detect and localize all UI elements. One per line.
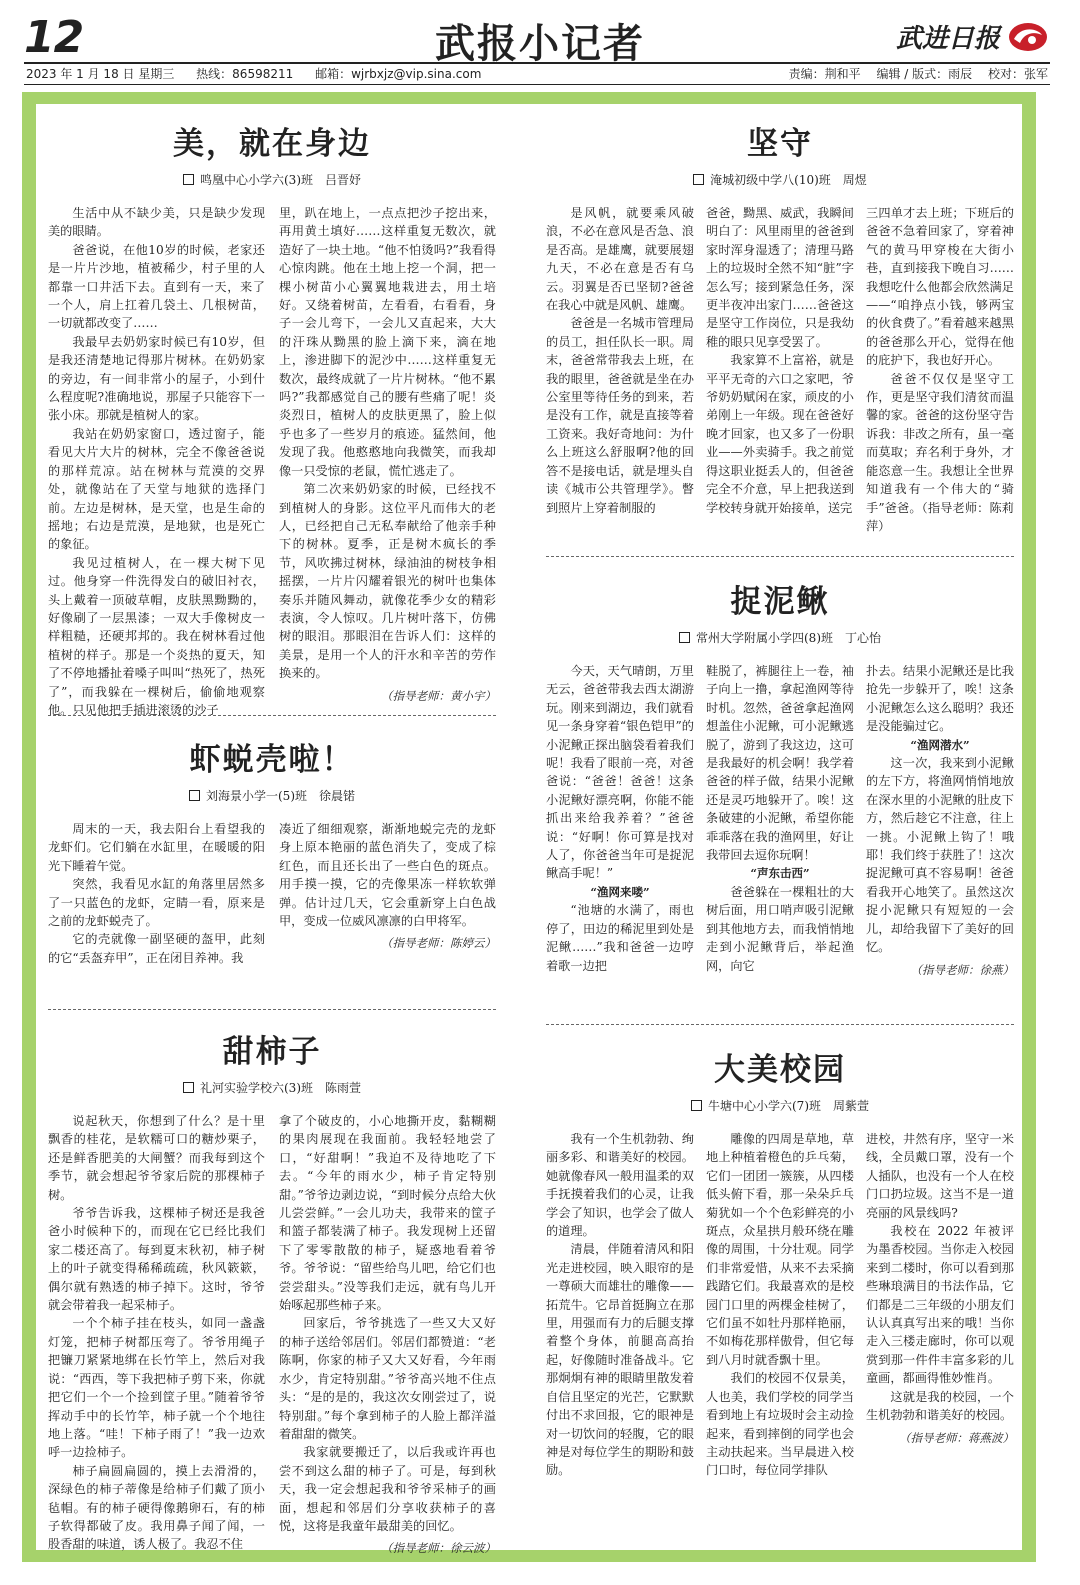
- checkbox-icon: [183, 174, 194, 185]
- paragraph: 我家算不上富裕，就是平平无奇的六口之家吧，爷爷奶奶赋闲在家，顽皮的小弟刚上一年级。现在爸爸好晚才回家，也又多了一份职业——外卖骑手。我之前觉得这职业挺丢人的，但爸爸完全不介意，早上把我送到学校转身就开始接单，送完: [706, 353, 854, 515]
- issue-date: 2023 年 1 月 18 日 星期三: [26, 67, 175, 81]
- paragraph: 我家就要搬迁了，以后我或许再也尝不到这么甜的柿子了。可是，每到秋天，我一定会想起我和爷爷采柿子的画面，想起和邻居们分享收获柿子的喜悦，这将是我童年最甜美的回忆。: [279, 1445, 496, 1533]
- article-dameixiaoyuan: [546, 1044, 1014, 1480]
- logo-swirl-icon: [1006, 19, 1050, 55]
- article-byline: 淹城初级中学八(10)班 周煜: [546, 171, 1014, 188]
- paragraph: 爸爸是一名城市管理局的员工，担任队长一职。周末，爸爸常带我去上班，在我的眼里，爸爸就是坐在办公室里等待任务的到来，若是没有工作，就是直接等着工资来。我好奇地问：为什么上班这么舒服啊?他的回答不是接电话，就是埋头自读《城市公共管理学》。瞥到照片上穿着制服的: [546, 316, 694, 515]
- article-body: [48, 1112, 496, 1558]
- paragraph: 生活中从不缺少美，只是缺少发现美的眼睛。: [48, 206, 265, 239]
- paragraph: 爸爸不仅仅是坚守工作，更是坚守我们清贫而温馨的家。爸爸的这份坚守告诉我：非改之所有，虽一毫而莫取；弃名利于身外，才能恣意一生。我想让全世界知道我有一个伟大的“骑手”爸爸。（指导老师：陈莉萍）: [866, 371, 1014, 533]
- column-2: [279, 1112, 496, 1558]
- article-zhuoniqiu: [546, 576, 1014, 979]
- dashed-divider: [546, 1024, 1014, 1025]
- column-1: [546, 1130, 694, 1480]
- article-body: [546, 662, 1014, 979]
- paragraph: 是风帆，就要乘风破浪，不必在意风是否急、浪是否高。是雄鹰，就要展翅九天，不必在意是否有乌云。羽翼是否已坚韧?爸爸在我心中就是风帆、雄鹰。: [546, 206, 694, 313]
- section-title: 武报小记者: [435, 21, 645, 67]
- paragraph: 今天，天气晴朗，万里无云，爸爸带我去西太湖游玩。刚来到湖边，我们就看见一条身穿着“银色铠甲”的小泥鳅正探出脑袋看着我们呢！我看了眼前一亮，对爸爸说：“爸爸！爸爸！这条小泥鳅好漂亮啊，你能不能抓出来给我养着？”爸爸说：“好啊！你可算是找对人了，你爸爸当年可是捉泥鳅高手呢！”: [546, 664, 694, 881]
- article-title: 坚守: [747, 126, 813, 162]
- content-area: [36, 104, 1022, 1556]
- paragraph: 我最早去奶奶家时候已有10岁，但是我还清楚地记得那片树林。在奶奶家的旁边，有一间非常小的屋子，小到什么程度呢?准确地说，那屋子只能容下一张小床。那就是植树人的家。: [48, 334, 265, 423]
- paragraph: 第二次来奶奶家的时候，已经找不到植树人的身影。这位平凡而伟大的老人，已经把自己无私奉献给了他亲手种下的树林。夏季，正是树木疯长的季节，风吹拂过树林，绿油油的树枝争相摇摆，一片片闪耀着银光的树叶也集体奏乐并随风舞动，就像花季少女的精彩表演，令人惊叹。几片树叶落下，仿佛树的眼泪。那眼泪在告诉人们：这样的美景，是用一个人的汗水和辛苦的劳作换来的。: [279, 482, 496, 681]
- green-frame: [22, 92, 1036, 1562]
- column-2: [279, 820, 496, 967]
- article-title: 大美校园: [714, 1052, 846, 1088]
- column-3: [866, 662, 1014, 979]
- paragraph: 周末的一天，我去阳台上看望我的龙虾们。它们躺在水缸里，在暖暖的阳光下睡着午觉。: [48, 822, 265, 873]
- paragraph: 这就是我的校园，一个生机勃勃和谐美好的校园。: [866, 1389, 1014, 1423]
- column-1: [48, 820, 265, 967]
- article-byline: 常州大学附属小学四(8)班 丁心怡: [546, 629, 1014, 646]
- article-title: 虾蜕壳啦！: [189, 742, 355, 778]
- info-bar: [24, 62, 1050, 85]
- paragraph: “池塘的水满了，雨也停了，田边的稀泥里到处是泥鳅……”我和爸爸一边哼着歌一边把: [546, 903, 694, 973]
- paragraph: 鞋脱了，裤腿往上一卷，袖子向上一撸，拿起渔网等待时机。忽然，爸爸拿起渔网想盖住小泥鳅，可小泥鳅逃脱了，游到了我这边，这可是我最好的机会啊！我学着爸爸的样子做，结果小泥鳅还是灵巧地躲开了。唉！这条破建的小泥鳅，希望你能乖乖落在我的渔网里，好让我带回去逗你玩啊！: [706, 664, 854, 863]
- teacher-credit: （指导老师：徐燕）: [910, 962, 1014, 977]
- paragraph: 回家后，爷爷挑选了一些又大又好的柿子送给邻居们。邻居们都赞道：“老陈啊，你家的柿子又大又好看，今年雨水少，肯定特别甜。”爷爷高兴地不住点头：“是的是的，我这次女刚尝过了，说特别甜。”每个拿到柿子的人脸上都洋溢着甜甜的微笑。: [279, 1316, 496, 1441]
- logo-text: 武进日报: [895, 24, 1000, 54]
- paragraph: 爸爸躲在一棵粗壮的大树后面，用口哨声吸引泥鳅到其他地方去，而我悄悄地走到小泥鳅背后，举起渔网，向它: [706, 884, 854, 973]
- article-title: 美，就在身边: [173, 126, 371, 162]
- editor-credit: 责编：荆和平: [788, 67, 861, 81]
- column-3: [866, 204, 1014, 535]
- hotline: 热线：86598211: [196, 67, 294, 81]
- article-byline: 牛塘中心小学六(7)班 周紫萱: [546, 1097, 1014, 1114]
- paragraph: 进校，井然有序，坚守一米线，全员戴口罩，没有一个人插队，也没有一个人在校门口扔垃圾。这当不是一道亮丽的风景线吗?: [866, 1132, 1014, 1220]
- article-body: [48, 820, 496, 967]
- paragraph: 我见过植树人，在一棵大树下见过。他身穿一件洗得发白的破旧衬衣，头上戴着一顶破草帽，皮肤黑黝黝的，好像刷了一层黑漆；一双大手像树皮一样粗糙，还硬邦邦的。我在树林看过他植树的样子。那是一个炎热的夏天，知了不停地播扯着嗓子叫叫“热死了，热死了”，而我躲在一棵树后，偷偷地观察他。只见他把手插进滚烫的沙子: [48, 555, 265, 717]
- column-2: [279, 204, 496, 719]
- column-3: [866, 1130, 1014, 1480]
- paragraph: 三四单才去上班；下班后的爸爸不急着回家了，穿着神气的黄马甲穿梭在大街小巷，直到接我下晚自习……我想吃什么他都会欣然满足——“咱挣点小钱，够两宝的伙食费了。”看着越来越黑的爸爸那么开心，觉得在他的庇护下，我也好开心。: [866, 206, 1014, 368]
- article-body: [48, 204, 496, 719]
- paragraph: 说起秋天，你想到了什么？是十里飘香的桂花，是软糯可口的糖炒栗子，还是鲜香肥美的大闸蟹？而我每到这个季节，就会想起爷爷家后院的那棵柿子树。: [48, 1114, 265, 1202]
- dashed-divider: [546, 556, 1014, 557]
- article-byline: 礼河实验学校六(3)班 陈雨萱: [48, 1079, 496, 1096]
- teacher-credit: （指导老师：徐云波）: [381, 1541, 496, 1556]
- paragraph: 我校在 2022 年被评为墨香校园。当你走入校园来到二楼时，你可以看到那些琳琅满目的书法作品，它们都是二三年级的小朋友们认认真真写出来的哦！当你走入三楼走廊时，你可以观赏到那一件件丰富多彩的儿童画，都画得惟妙惟肖。: [866, 1224, 1014, 1386]
- article-body: [546, 1130, 1014, 1480]
- checkbox-icon: [693, 174, 704, 185]
- column-1: [546, 204, 694, 535]
- checkbox-icon: [189, 790, 200, 801]
- paragraph: 爷爷告诉我，这棵柿子树还是我爸爸小时候种下的，而现在它已经比我们家二楼还高了。每到夏末秋初，柿子树上的叶子就变得稀稀疏疏，秋风簌簌，偶尔就有熟透的柿子掉下。这时，爷爷就会带着我一起采柿子。: [48, 1206, 265, 1313]
- article-meiliu: [48, 118, 496, 719]
- paragraph: 雕像的四周是草地，草地上种植着橙色的乒乓菊，它们一团团一簇簇，从四楼低头俯下看，那一朵朵乒乓菊犹如一个个色彩鲜亮的小斑点，众星拱月般环绕在雕像的周围，十分壮观。同学们非常爱惜，从来不去采摘践踏它们。我最喜欢的是校园门口里的两棵金桂树了，它们虽不如牡丹那样艳丽，不如梅花那样傲骨，但它每到八月时就香飘十里。: [706, 1132, 854, 1367]
- paragraph: 一个个柿子挂在枝头，如同一盏盏灯笼，把柿子树都压弯了。爷爷用绳子把镰刀紧紧地绑在长竹竿上，然后对我说：“西西，等下我把柿子剪下来，你就把它们一个一个捡到筐子里。”随着爷爷挥动手中的长竹竿，柿子就一个个地往地上落。“哇！下柿子雨了！”我一边欢呼一边捡柿子。: [48, 1316, 265, 1460]
- checkbox-icon: [679, 632, 690, 643]
- paragraph: 扑去。结果小泥鳅还是比我抢先一步躲开了，唉！这条小泥鳅怎么这么聪明？我还是没能骗过它。: [866, 664, 1014, 734]
- paragraph: 我们的校园不仅景美，人也美，我们学校的同学当看到地上有垃圾时会主动捡起来，看到摔倒的同学也会主动扶起来。当早晨进入校门口时，每位同学排队: [706, 1371, 854, 1478]
- column-2: [706, 204, 854, 535]
- checkbox-icon: [691, 1100, 702, 1111]
- column-1: [546, 662, 694, 979]
- paragraph: 拿了个破皮的，小心地撕开皮，黏糊糊的果肉展现在我面前。我轻轻地尝了口，“好甜啊！”我迫不及待地吃了下去。“今年的雨水少，柿子肯定特别甜。”爷爷边剥边说，“到时候分点给大伙儿尝尝鲜。”一会儿功夫，我带来的筐子和篮子都装满了柿子。我发现树上还留下了零零散散的柿子，疑惑地看着爷爷。爷爷说：“留些给鸟儿吧，给它们也尝尝甜头。”没等我们走远，就有鸟儿开始啄起那些柿子来。: [279, 1114, 496, 1313]
- paragraph: 清晨，伴随着清风和阳光走进校园，映入眼帘的是一尊硕大而雄壮的雕像——拓荒牛。它昂首挺胸立在那里，用强而有力的后腿支撑着整个身体，前腿高高抬起，好像随时准备战斗。它那炯炯有神的眼睛里散发着自信且坚定的光芒，它默默付出不求回报，它的眼神是对一切饮问的轻腹，它的眼神是对每位学生的期盼和鼓励。: [546, 1242, 694, 1478]
- dashed-divider: [48, 715, 496, 716]
- paragraph: 我站在奶奶家窗口，透过窗子，能看见大片大片的树林，完全不像爸爸说的那样荒凉。站在树林与荒漠的交界处，就像站在了天堂与地狱的选择门前。左边是树林，是天堂，也是生命的摇地；右边是荒漠，是地狱，也是死亡的象征。: [48, 426, 265, 552]
- layout-credit: 编辑 / 版式：雨辰: [876, 67, 973, 81]
- paragraph: 里，趴在地上，一点点把沙子挖出来，再用黄土填好……这样重复无数次，就造好了一块土地。“他不怕烫吗?”我看得心惊肉跳。他在土地上挖一个洞，把一棵小树苗小心翼翼地栽进去，用土培好。又绕着树苗，左看看，右看看，身子一会儿弯下，一会儿又直起来，大大的汗珠从黝黑的脸上滴下来，滴在地上，渗进脚下的泥沙中……这样重复无数次，最终成就了一片片树林。“他不累吗?”我都感觉自己的腰有些痛了呢！炎炎烈日，植树人的皮肤更黑了，脸上似乎也多了一些岁月的痕迹。猛然间，他发现了我。他憨憨地向我微笑，而我却像一只受惊的老鼠，慌忙逃走了。: [279, 206, 496, 478]
- subheading: “渔网来喽”: [590, 884, 650, 899]
- paragraph: 凑近了细细观察，渐渐地蜕完壳的龙虾身上原本艳丽的蓝色消失了，变成了棕红色，而且还长出了一些白色的斑点。用手摸一摸，它的壳像果冻一样软软弹弹。估计过几天，它会重新穿上白色战甲，变成一位威风凛凛的白甲将军。: [279, 822, 496, 929]
- dashed-divider: [48, 1009, 496, 1010]
- teacher-credit: （指导老师：蒋燕波）: [899, 1430, 1014, 1445]
- page-number: 12: [24, 12, 84, 63]
- proof-credit: 校对：张军: [987, 67, 1048, 81]
- article-title: 捉泥鳅: [730, 584, 830, 620]
- article-xiatui: [48, 734, 496, 967]
- paragraph: 爸爸说，在他10岁的时候，老家还是一片片沙地，植被稀少，村子里的人都靠一口井活下去。直到有一天，来了一个人，肩上扛着几袋土、几根树苗，一切就都改变了……: [48, 242, 265, 331]
- masthead: [0, 0, 1080, 88]
- article-body: [546, 204, 1014, 535]
- subheading: “渔网潜水”: [910, 737, 970, 752]
- paragraph: 这一次，我来到小泥鳅的左下方，将渔网悄悄地放在深水里的小泥鳅的肚皮下方，然后趁它不注意，往上一挑。小泥鳅上钩了！哦耶！我们终于获胜了！这次捉泥鳅可真不容易啊！爸爸看我开心地笑了。虽然这次捉小泥鳅只有短短的一会儿，却给我留下了美好的回忆。: [866, 756, 1014, 955]
- column-1: [48, 1112, 265, 1558]
- article-jianshou: [546, 118, 1014, 535]
- checkbox-icon: [183, 1082, 194, 1093]
- article-byline: 刘海景小学一(5)班 徐晨锘: [48, 787, 496, 804]
- column-2: [706, 662, 854, 979]
- teacher-credit: （指导老师：黄小宇）: [381, 688, 496, 703]
- paragraph: 柿子扁圆扁圆的，摸上去滑滑的，深绿色的柿子蒂像是给柿子们戴了顶小毡帽。有的柿子硬得像鹅卵石，有的柿子软得都破了皮。我用鼻子闻了闻，一股香甜的味道，诱人极了。我忍不住: [48, 1463, 265, 1552]
- email[interactable]: 邮箱：wjrbxjz@vip.sina.com: [315, 67, 482, 81]
- article-tianshizi: [48, 1026, 496, 1558]
- article-byline: 鸣凰中心小学六(3)班 吕晋妤: [48, 171, 496, 188]
- column-1: [48, 204, 265, 719]
- article-title: 甜柿子: [222, 1034, 322, 1070]
- paragraph: 我有一个生机勃勃、绚丽多彩、和谐美好的校园。她就像春风一般用温柔的双手抚摸着我们的心灵，让我学会了知识，也学会了做人的道理。: [546, 1132, 694, 1239]
- column-2: [706, 1130, 854, 1480]
- teacher-credit: （指导老师：陈婷云）: [381, 936, 496, 951]
- paragraph: 它的壳就像一副坚硬的盔甲，此刻的它“丢盔弃甲”，正在闭目养神。我: [48, 932, 265, 965]
- newspaper-logo: [896, 18, 1050, 55]
- paragraph: 突然，我看见水缸的角落里居然多了一只蓝色的龙虾，定睛一看，原来是之前的龙虾蜕壳了。: [48, 877, 265, 929]
- subheading: “声东击西”: [750, 866, 810, 881]
- paragraph: 爸爸，黝黑、威武，我瞬间明白了：风里雨里的爸爸到家时浑身湿透了；清理马路上的垃圾时全然不知“脏”字怎么写；接到紧急任务，深更半夜冲出家门……爸爸这是坚守工作岗位，只是我幼稚的眼只见享受罢了。: [706, 206, 854, 349]
